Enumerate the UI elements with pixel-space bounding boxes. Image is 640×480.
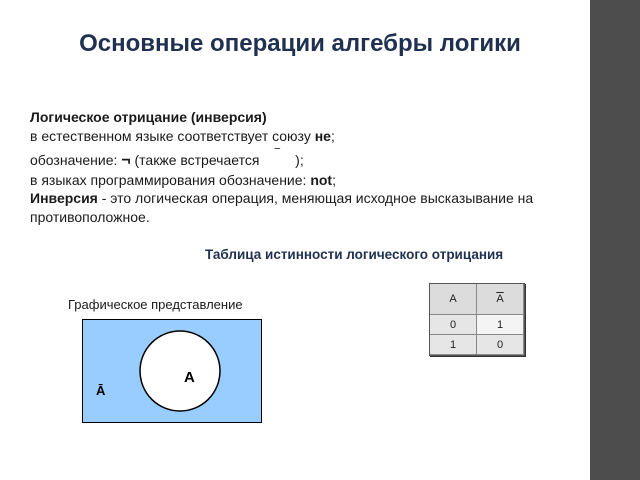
- header-a: А: [430, 284, 477, 315]
- truth-table: [429, 283, 525, 356]
- complement-label: Ā: [96, 383, 106, 398]
- definition-line-continued: противоположное.: [30, 208, 150, 225]
- venn-diagram: [82, 319, 262, 423]
- table-cell: 1: [477, 315, 524, 335]
- notation-line: обозначение: ¬ (также встречается ‾ );: [30, 146, 304, 169]
- header-not-a: А: [477, 284, 524, 315]
- description-block: [30, 108, 610, 226]
- table-cell: 0: [477, 335, 524, 355]
- natural-language-line: в естественном языке соответствует союзу не;: [30, 127, 335, 144]
- set-a-circle: [140, 331, 220, 411]
- keyword-not: not: [310, 171, 333, 188]
- truth-table-caption: Таблица истинности логического отрицания: [205, 247, 504, 262]
- negation-symbol: ¬: [121, 152, 131, 169]
- table-row: [430, 315, 524, 335]
- keyword-ne: не: [314, 127, 331, 144]
- table-cell: 0: [430, 315, 477, 335]
- set-a-label: А: [184, 369, 195, 386]
- definition-line: Инверсия - это логическая операция, меняющая исходное высказывание на: [30, 190, 534, 206]
- table-header-row: [430, 284, 524, 315]
- programming-line: в языках программирования обозначение: not;: [30, 171, 336, 188]
- right-edge-strip: [590, 0, 640, 480]
- table-row: [430, 335, 524, 355]
- overline-symbol: ‾: [274, 146, 280, 162]
- definition-term: Инверсия: [30, 190, 98, 206]
- table-cell: 1: [430, 335, 477, 355]
- page-title: Основные операции алгебры логики: [79, 30, 521, 57]
- graphic-caption: Графическое представление: [68, 297, 243, 312]
- section-heading: Логическое отрицание (инверсия): [30, 109, 267, 125]
